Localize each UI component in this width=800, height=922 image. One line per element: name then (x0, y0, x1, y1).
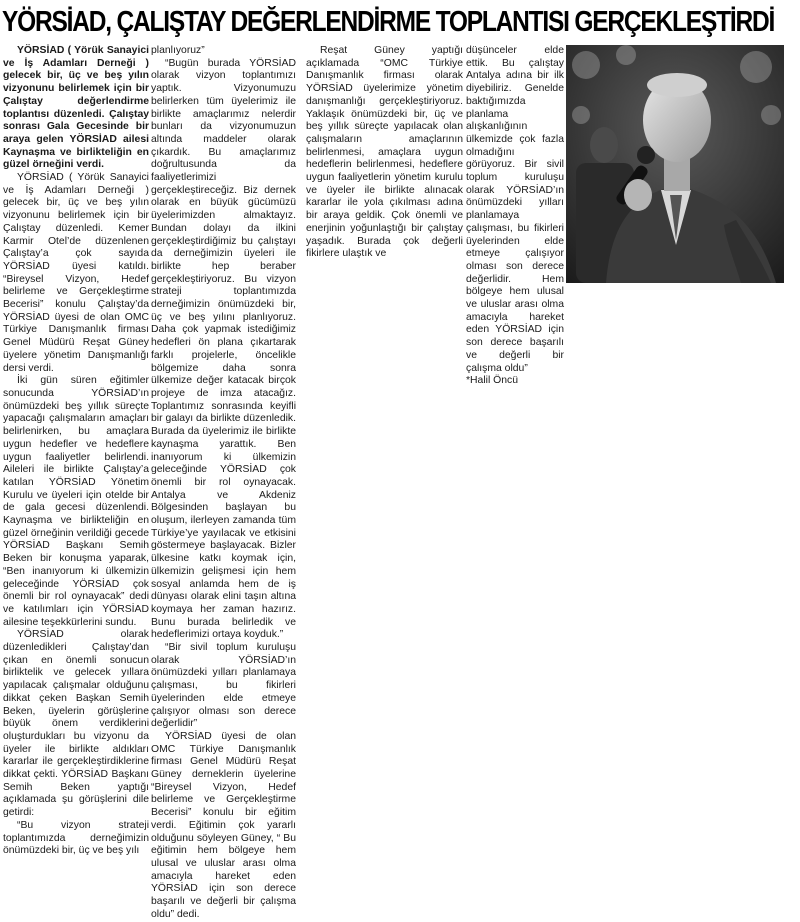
article-paragraph: YÖRSİAD üyesi de olan OMC Türkiye Danışmanlık firması Genel Müdürü Reşat Güney derneklerin üyelerine “Bireysel Vizyon, Hedef belirleme ve Gerçekleştirme Becerisi” konulu bir eğitim verdi. Eğitimin çok yararlı olduğunu söyleyen Güney, “ Bu eğitimin hem bölgeye hem ulusal ve uluslar arası olma amacıyla hareket eden YÖRSİAD için son derece başarılı ve değerli bir çalışma oldu” dedi. (151, 730, 296, 920)
article-column-1 (3, 45, 149, 857)
article-paragraph: İki gün süren eğitimler sonucunda YÖRSİAD’ın önümüzdeki beş yıllık süreçte yapacağı çalışmaların amaçları belirlenirken, bu amaçlara uygun hedefler ve hedeflere uygun faaliyetler belirlendi. Aileleri ile birlikte Çalıştay’a katılan YÖRSİAD Yönetim Kurulu ve üyeleri için otelde bir de gala gecesi düzenlendi. Kaynaşma ve birlikteliğin en güzel örneğinin verildiği gecede YÖRSİAD Başkanı Semih Beken bir konuşma yaparak, “Ben inanıyorum ki ülkemizin geleceğinde YÖRSİAD çok önemli bir rol oynayacak” dedi ve katılımları için YÖRSİAD ailesine teşekkürlerini sundu. (3, 375, 149, 628)
article-headline: YÖRSİAD, ÇALIŞTAY DEĞERLENDİRME TOPLANTISI GERÇEKLEŞTİRDİ (2, 6, 775, 38)
article-paragraph: Reşat Güney yaptığı açıklamada “OMC Türkiye Danışmanlık firması olarak YÖRSİAD üyelerimize yönetim danışmanlığı gerçekleştiriyoruz. Yaklaşık önümüzdeki bir, üç ve beş yıllık süreçte yapılacak olan çalışmaların amaçlarının belirlenmesi, amaçlara uygun hedeflerin belirlenmesi, hedeflere uygun faaliyetlerin yönetim kurulu ve üyeler ile birlikte alınacak kararlar ile yola çıkılması adına bir araya geldik. Çok önemli ve enerjinin yoğunlaştığı bir çalıştay yaşadık. Burada çok değerli fikirlere ulaştık ve (306, 45, 463, 260)
article-paragraph: düşünceler elde ettik. Bu çalıştay Antalya adına bir ilk diyebiliriz. Genelde baktığımızda planlama alışkanlığının ülkemizde çok fazla olmadığını görüyoruz. Bir sivil toplum kuruluşu olarak YÖRSİAD’ın önümüzdeki yılları planlamaya çalışması, bu fikirleri üyelerinden elde etmeye çalışıyor olması son derece değerlidir. Hem bölgeye hem ulusal ve uluslar arası olma amacıyla hareket eden YÖRSİAD için son derece başarılı ve değerli bir çalışma oldu” (466, 45, 564, 374)
article-paragraph: YÖRSİAD ( Yörük Sanayici ve İş Adamları Derneği ) gelecek bir, üç ve beş yılın vizyonunu belirlemek için bir Çalıştay düzenledi. Kemer Karmir Otel’de düzenlenen Çalıştay’a çok sayıda YÖRSİAD üyesi katıldı. “Bireysel Vizyon, Hedef belirleme ve Gerçekleştirme Becerisi” konulu Çalıştay’da YÖRSİAD üyesi de olan OMC Türkiye Danışmanlık firması Genel Müdürü Reşat Güney üyelere yönetim Danışmanlığı dersi verdi. (3, 172, 149, 374)
speaker-with-microphone-photo (566, 45, 784, 283)
article-byline: *Halil Öncü (466, 375, 518, 387)
article-column-3 (306, 45, 463, 300)
article-column-2 (151, 45, 296, 920)
article-paragraph: planlıyoruz” (151, 45, 205, 56)
speaker-photo (566, 45, 784, 283)
article-quote: “Bugün burada YÖRSİAD olarak vizyon toplantımızı yaptık. Vizyonumuzu belirlerken tüm üyelerimiz ile birlikte amaçlarımız nelerdir bunları da vizyonumuzun altında maddeler olarak çıkardık. Bu amaçlarımız doğrultusunda da faaliyetlerimizi gerçekleştireceğiz. Biz dernek olarak en büyük gücümüzü üyelerimizden almaktayız. Bundan dolayı da ilkini gerçekleştirdiğimiz bu çalıştayı da derneğimizin üyeleri ile birlikte hep beraber gerçekleştiriyoruz. Bu vizyon strateji toplantımızda derneğimizin önümüzdeki bir, üç ve beş yılını planlıyoruz. Daha çok yapmak istediğimiz hedefleri ön plana çıkartarak farklı projelerle, öncelikle bölgemize daha sonra ülkemize değer katacak birçok projeye de imza atacağız. Toplantımız sonrasında keyifli bir galayı da birlikte düzenledik. Burada da üyelerimiz ile birlikte kaynaşma yarattık. Ben inanıyorum ki ülkemizin geleceğinde YÖRSİAD çok önemli bir rol oynayacak. Antalya ve Akdeniz Bölgesinden başlayan bu oluşum, ilerleyen zamanda tüm Türkiye’ye yayılacak ve etkisini göstermeye başlayacak. Bizler ülkesine katkı koymak için, ülkemizin gelişmesi için hem sosyal anlamda hem de iş dünyası olarak elini taşın altına koymaya her zaman hazırız. Bunu burada belirledik ve hedeflerimizi ortaya koyduk.” (151, 57, 296, 641)
article-column-4 (466, 45, 564, 387)
article-paragraph: YÖRSİAD olarak düzenledikleri Çalıştay’dan çıkan en önemli sonucun birliktelik ve gelecek yıllara yapılacak çalışmalar olduğunu dikkat çeken Başkan Semih Beken, üyelerin görüşlerine büyük önem verdiklerini oluşturdukları bu vizyonu da üyeler ile birlikte aldıkları kararlar ile gerçekleştirdiklerine dikkat çekti. YÖRSİAD Başkanı Semih Beken yaptığı açıklamada şu görüşlerini dile getirdi: (3, 629, 149, 819)
article-quote: “Bir sivil toplum kuruluşu olarak YÖRSİAD’ın önümüzdeki yılları planlamaya çalışması, bu fikirleri üyelerinden elde etmeye çalışıyor olması son derece değerlidir” (151, 642, 296, 730)
article-paragraph: “Bu vizyon strateji toplantımızda derneğimizin önümüzdeki bir, üç ve beş yılı (3, 819, 149, 857)
article-lead: YÖRSİAD ( Yörük Sanayici ve İş Adamları Derneği ) gelecek bir, üç ve beş yılın vizyonunu belirlemek için bir Çalıştay değerlendirme toplantısı düzenledi. Çalıştay sonrası Gala Gecesinde bir araya gelen YÖRSİAD ailesi Kaynaşma ve birlikteliğin en güzel örneğini verdi. (3, 45, 149, 171)
